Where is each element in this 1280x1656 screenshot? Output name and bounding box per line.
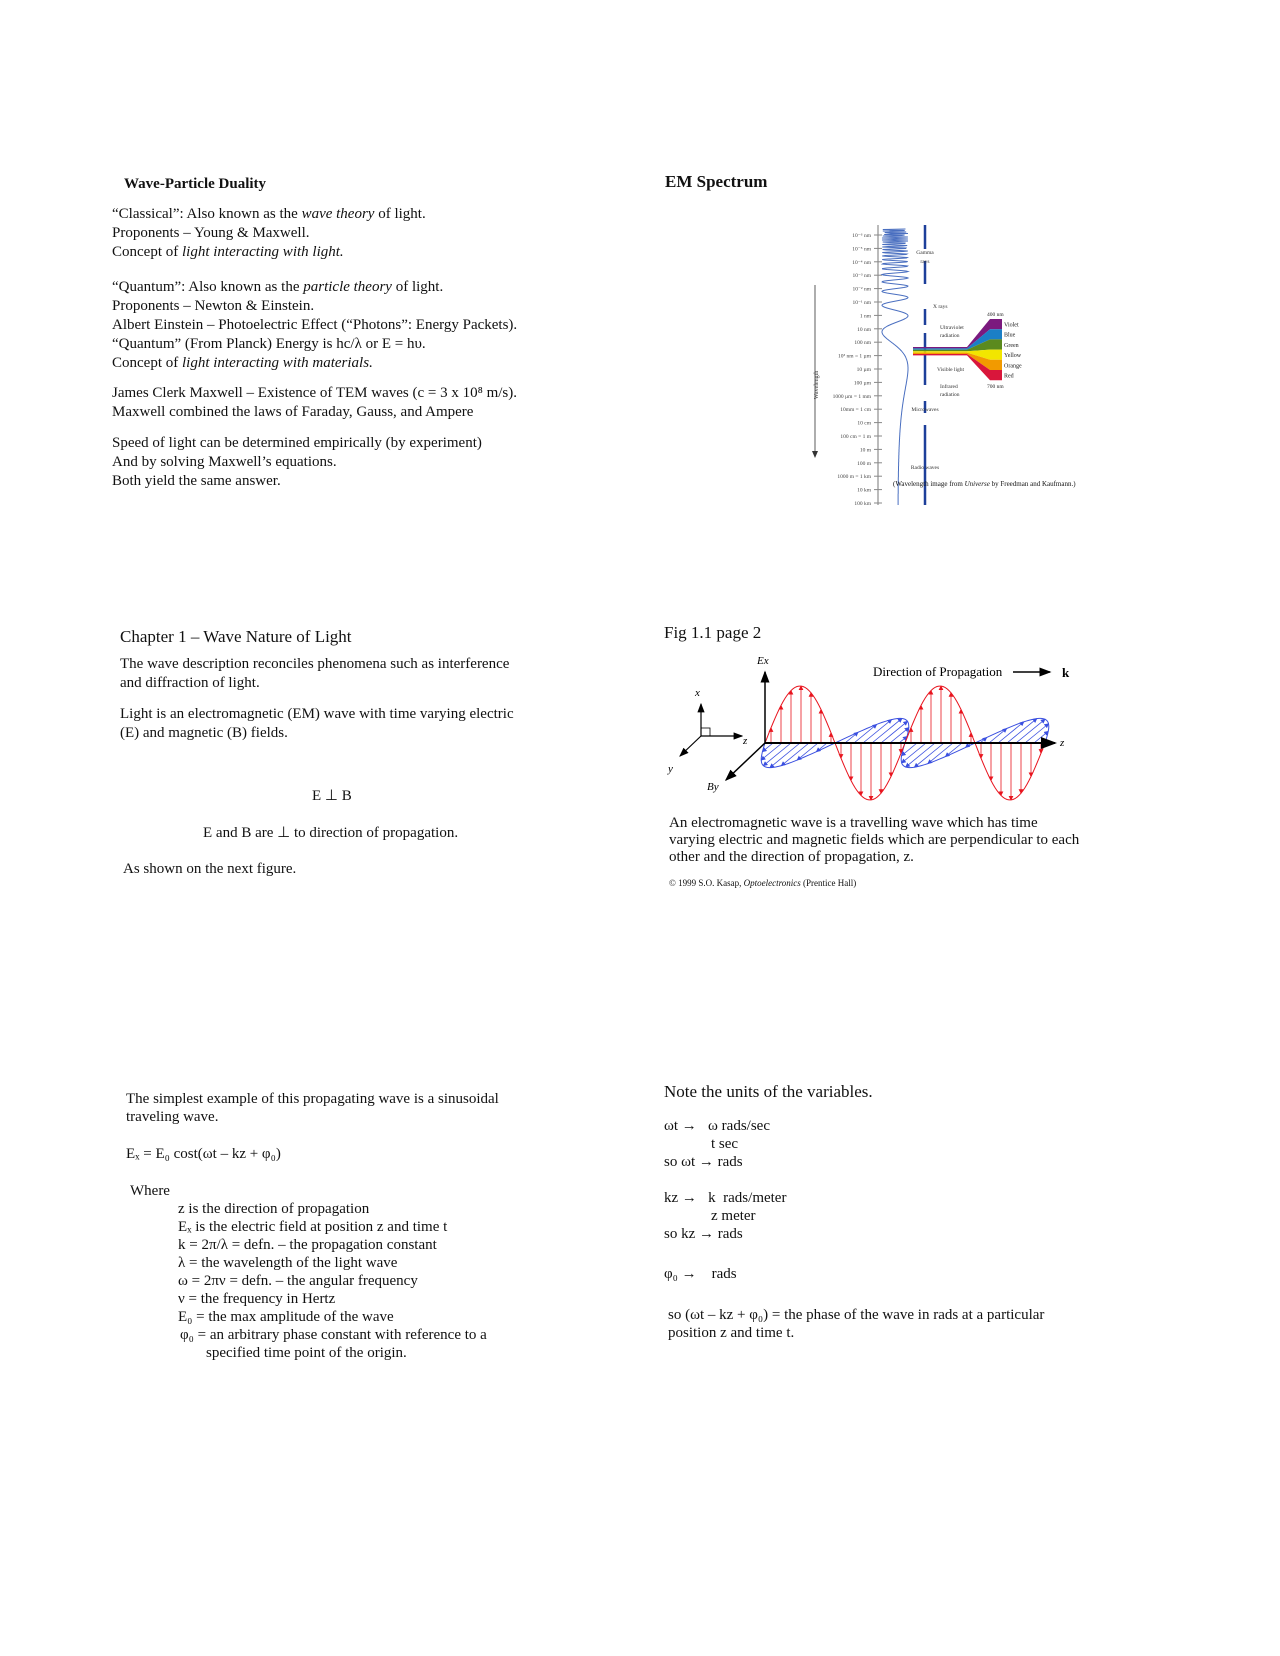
region-label: Radio waves — [910, 465, 940, 471]
tick-label: 10 m — [859, 447, 871, 454]
tick-label: 10 µm — [856, 367, 871, 373]
by-axis — [726, 743, 765, 780]
definition: Eₓ is the electric field at position z and time t — [178, 1219, 448, 1235]
text-line: As shown on the next figure. — [123, 861, 297, 877]
x-label: x — [695, 687, 700, 699]
text-line: E and B are ⊥ to direction of propagation. — [203, 825, 459, 841]
direction-label: Direction of Propagation — [873, 664, 1003, 679]
b-field-vector — [863, 720, 892, 743]
z-axis-label: z — [1060, 737, 1065, 749]
tick-label: 100 µm — [853, 380, 871, 387]
text-line: Speed of light can be determined empirically (by experiment) — [112, 435, 482, 451]
slide-chapter-1 — [120, 627, 514, 743]
text-line: so ωt → rads — [664, 1154, 743, 1170]
slide-title: Wave-Particle Duality — [124, 176, 267, 192]
wave-equation: Eₓ = E₀ cost(ωt – kz + φ₀) — [126, 1146, 281, 1162]
text-line: Concept of light interacting with light. — [112, 244, 344, 260]
tick-label: 100 cm = 1 m — [840, 434, 871, 440]
figure-credit: (Wavelength image from Universe by Freedman and Kaufmann.) — [893, 480, 1076, 488]
k-label: k — [1062, 665, 1070, 680]
slide-units — [664, 1083, 1044, 1342]
tick-label: 10⁻² nm — [852, 286, 871, 293]
tick-label: 1000 m = 1 km — [837, 474, 871, 481]
tick-label: 10⁻¹ nm — [852, 300, 871, 306]
text-line: t sec — [711, 1136, 739, 1152]
region-gap — [920, 284, 930, 309]
b-field-vector — [1025, 724, 1048, 743]
region-gap — [920, 413, 930, 425]
b-field-vector — [763, 743, 791, 766]
figure-caption: An electromagnetic wave is a travelling wave which has time varying electric and magnetic fields which are perpendicular to each other and the direction of propagation, z. — [669, 815, 1080, 865]
triad-box — [701, 728, 710, 736]
text-line: ωt → ω rads/sec — [664, 1118, 770, 1134]
tick-label: 10⁻³ nm — [852, 273, 871, 280]
b-field-vector — [872, 718, 902, 743]
text-line: so (ωt – kz + φ₀) = the phase of the wave in rads at a particular — [668, 1307, 1045, 1323]
text-line: The wave description reconciles phenomena such as interference — [120, 656, 510, 672]
text-line: and diffraction of light. — [120, 675, 260, 691]
color-label: Yellow — [1004, 353, 1022, 360]
region-label: radiation — [940, 392, 960, 398]
b-field-vector — [1034, 731, 1048, 743]
region-label: Gamma — [916, 250, 934, 256]
z-label: z — [743, 735, 748, 747]
tick-label: 10 cm — [857, 420, 871, 427]
visible-top-label: 400 nm — [987, 312, 1004, 318]
color-label: Violet — [1004, 322, 1019, 329]
tick-label: 10 nm — [857, 326, 871, 333]
color-label: Blue — [1004, 332, 1016, 339]
text-line: traveling wave. — [126, 1109, 219, 1125]
color-label: Orange — [1004, 363, 1022, 370]
region-label: X rays — [933, 304, 948, 310]
definition: z is the direction of propagation — [178, 1201, 370, 1217]
slide-title: Note the units of the variables. — [664, 1082, 873, 1101]
text-line: The simplest example of this propagating wave is a sinusoidal — [126, 1091, 499, 1107]
em-spectrum-figure — [760, 205, 1120, 505]
tick-label: 1 nm — [859, 313, 871, 320]
color-label: Red — [1004, 373, 1014, 380]
arrow-head — [812, 451, 818, 458]
e-perp-b: E ⊥ B — [312, 788, 352, 804]
text-line: Proponents – Young & Maxwell. — [112, 225, 310, 241]
ex-label: Ex — [757, 655, 769, 667]
region-gap — [920, 385, 930, 401]
b-field-vector — [906, 743, 935, 767]
definition: ω = 2πν = defn. – the angular frequency — [178, 1273, 418, 1289]
y-label: y — [668, 763, 673, 775]
axis-label: Wavelength — [814, 370, 820, 400]
tick-label: 100 km — [854, 501, 871, 505]
text-line: “Classical”: Also known as the wave theory of light. — [112, 206, 426, 222]
slide-title: EM Spectrum — [665, 172, 768, 191]
text-line: “Quantum” (From Planck) Energy is hc/λ or E = hυ. — [112, 336, 426, 352]
b-field-vector — [989, 729, 1007, 743]
tick-label: 10³ nm = 1 µm — [838, 353, 871, 360]
region-label: Infrared — [940, 384, 958, 390]
tick-label: 10 km — [857, 487, 871, 494]
wave-curve — [882, 229, 908, 505]
tick-label: 10⁻⁵ nm — [852, 246, 871, 253]
copyright: © 1999 S.O. Kasap, Optoelectronics (Prentice Hall) — [669, 878, 857, 888]
definition: ν = the frequency in Hertz — [178, 1291, 336, 1307]
text-line: φ₀ → rads — [664, 1266, 737, 1282]
text-line: Where — [130, 1183, 170, 1199]
color-label: Green — [1004, 342, 1019, 349]
definition: φ₀ = an arbitrary phase constant with reference to a — [180, 1327, 487, 1343]
text-line: And by solving Maxwell’s equations. — [112, 454, 337, 470]
definition: E₀ = the max amplitude of the wave — [178, 1309, 394, 1325]
triad-y — [680, 736, 701, 756]
region-label: rays — [920, 259, 930, 265]
region-label: Microwaves — [911, 407, 939, 413]
tick-label: 10⁻⁶ nm — [852, 233, 871, 239]
slide-title: Chapter 1 – Wave Nature of Light — [120, 627, 352, 646]
tick-label: 100 m — [857, 460, 871, 467]
slide-wave-particle-duality — [112, 175, 517, 491]
tick-label: 10⁻⁴ nm — [852, 259, 871, 266]
definition: specified time point of the origin. — [206, 1345, 407, 1361]
by-label: By — [707, 781, 719, 793]
definition: k = 2π/λ = defn. – the propagation constant — [178, 1237, 437, 1253]
text-line: Maxwell combined the laws of Faraday, Gauss, and Ampere — [112, 404, 474, 420]
b-field-vector — [781, 743, 809, 766]
em-wave-figure — [660, 640, 1100, 820]
tick-label: 100 nm — [854, 340, 871, 347]
b-field-vector — [770, 743, 800, 768]
text-line: Light is an electromagnetic (EM) wave with time varying electric — [120, 706, 514, 722]
slide-traveling-wave — [126, 1090, 499, 1362]
definition: λ = the wavelength of the light wave — [178, 1255, 398, 1271]
region-label: Visible light — [937, 367, 965, 373]
text-line: z meter — [711, 1208, 756, 1224]
tick-label: 1000 µm = 1 mm — [832, 393, 871, 400]
text-line: kz → k rads/meter — [664, 1190, 787, 1206]
text-line: (E) and magnetic (B) fields. — [120, 725, 288, 741]
region-label: Ultraviolet — [940, 325, 964, 331]
text-line: position z and time t. — [668, 1325, 795, 1341]
text-line: James Clerk Maxwell – Existence of TEM waves (c = 3 x 10⁸ m/s). — [112, 385, 517, 401]
text-line: so kz → rads — [664, 1226, 743, 1242]
text-line: Albert Einstein – Photoelectric Effect (“Photons”: Energy Packets). — [112, 317, 518, 333]
text-line: “Quantum”: Also known as the particle theory of light. — [112, 279, 444, 295]
text-line: Both yield the same answer. — [112, 473, 281, 489]
slide-title: Fig 1.1 page 2 — [664, 623, 762, 642]
tick-label: 10mm = 1 cm — [840, 407, 871, 414]
text-line: Concept of light interacting with materials. — [112, 355, 373, 371]
b-field-vector — [854, 724, 877, 743]
visible-bottom-label: 700 nm — [987, 384, 1004, 390]
b-field-vector — [797, 743, 818, 760]
region-label: radiation — [940, 333, 960, 339]
text-line: Proponents – Newton & Einstein. — [112, 298, 315, 314]
region-gap — [920, 325, 930, 333]
